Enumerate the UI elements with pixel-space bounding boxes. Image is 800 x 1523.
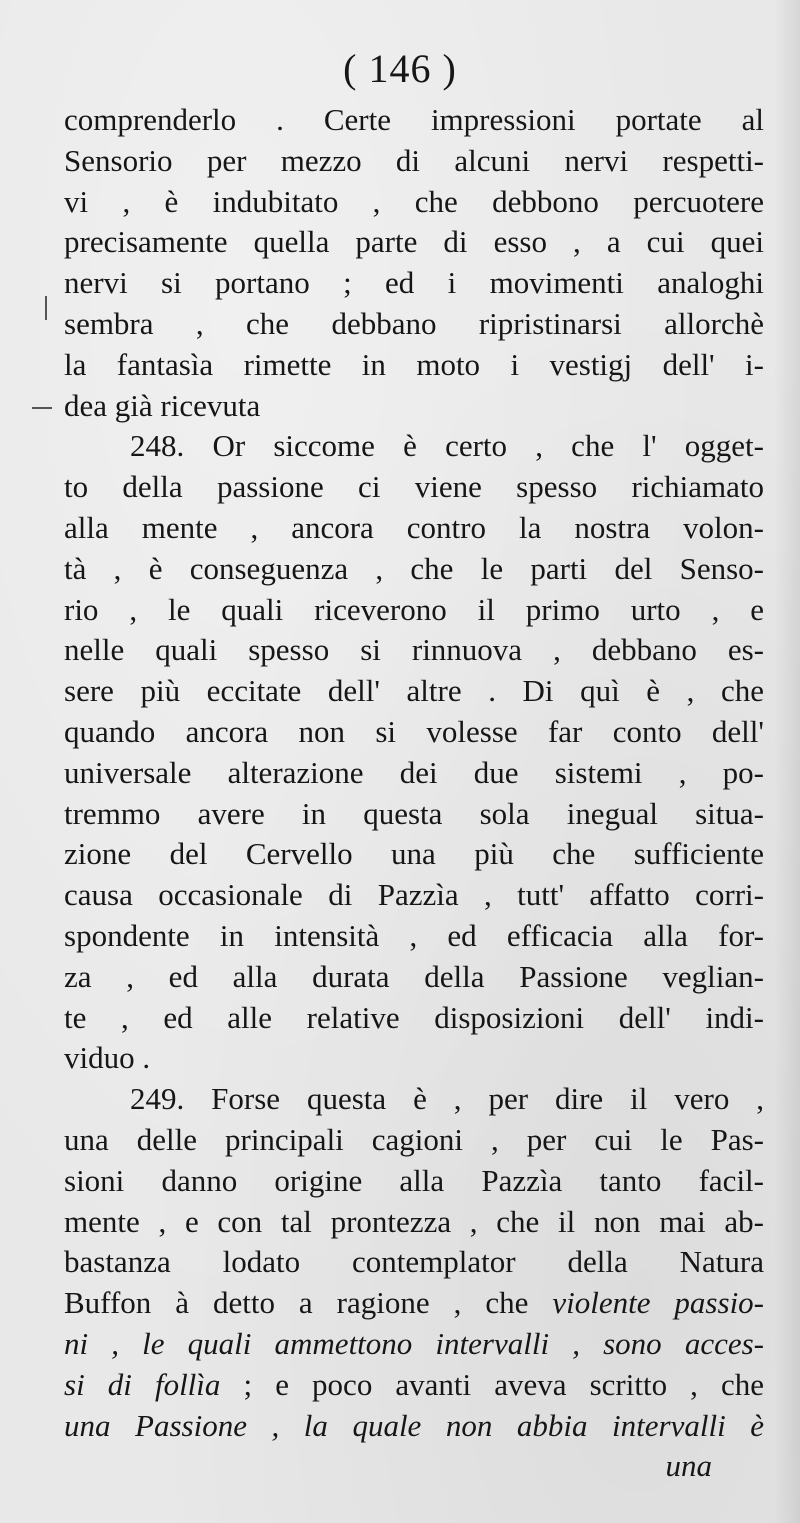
text-line — [64, 1365, 764, 1406]
text-line: tà , è conseguenza , che le parti del Senso- — [64, 550, 764, 586]
text-line: nelle quali spesso si rinnuova , debbano es- — [64, 632, 764, 668]
text-line — [64, 1406, 764, 1447]
text-segment: ; e poco avanti aveva scritto , che — [243, 1366, 765, 1402]
text-line: to della passione ci viene spesso richiamato — [64, 469, 764, 505]
text-line: sioni danno origine alla Pazzìa tanto facil- — [64, 1162, 764, 1198]
italic-quote: una Passione , la quale non abbia intervalli è — [64, 1407, 764, 1443]
body-text — [64, 100, 764, 1487]
text-line: comprenderlo . Certe impressioni portate al — [64, 102, 764, 137]
text-line: rio , le quali riceverono il primo urto , e — [64, 591, 764, 627]
text-line: nervi si portano ; ed i movimenti analoghi — [64, 265, 764, 301]
page-edge-shadow — [774, 0, 800, 1523]
italic-quote: violente passio- — [552, 1285, 765, 1321]
paragraph-249-start: 249. Forse questa è , per dire il vero , — [130, 1081, 764, 1117]
text-line: Sensorio per mezzo di alcuni nervi respetti- — [64, 142, 764, 178]
text-line — [64, 1324, 764, 1365]
text-line: dea già ricevuta — [64, 387, 261, 423]
text-line: una delle principali cagioni , per cui le Pas- — [64, 1121, 764, 1157]
text-line: tremmo avere in questa sola inegual situa- — [64, 795, 764, 831]
text-line: mente , e con tal prontezza , che il non mai ab- — [64, 1203, 764, 1239]
text-line: zione del Cervello una più che sufficiente — [64, 836, 764, 872]
text-line: alla mente , ancora contro la nostra volon- — [64, 509, 764, 545]
text-line: sembra , che debbano ripristinarsi allorchè — [64, 305, 764, 341]
italic-quote: ni , le quali ammettono intervalli , sono acces- — [64, 1325, 764, 1361]
text-line: viduo . — [64, 1040, 151, 1076]
text-line: sere più eccitate dell' altre . Di quì è , che — [64, 673, 764, 709]
text-line: vi , è indubitato , che debbono percuotere — [64, 183, 764, 219]
margin-mark — [45, 296, 47, 320]
text-line: za , ed alla durata della Passione veglian- — [64, 958, 764, 994]
text-line: quando ancora non si volesse far conto dell' — [64, 713, 764, 749]
page-number: ( 146 ) — [343, 46, 457, 91]
italic-quote: si di follìa — [64, 1366, 221, 1402]
text-segment: Buffon à detto a ragione , che — [64, 1285, 529, 1321]
text-line: bastanza lodato contemplator della Natura — [64, 1244, 764, 1280]
catchword: una — [665, 1448, 712, 1484]
text-line: universale alterazione dei due sistemi , po- — [64, 754, 764, 790]
paragraph-248-start: 248. Or siccome è certo , che l' ogget- — [130, 428, 764, 464]
text-line: precisamente quella parte di esso , a cui quei — [64, 224, 764, 260]
text-line: spondente in intensità , ed efficacia alla for- — [64, 917, 764, 953]
margin-mark — [32, 407, 52, 409]
text-line: la fantasìa rimette in moto i vestigj dell' i- — [64, 346, 764, 382]
text-line — [64, 1283, 764, 1324]
text-line: causa occasionale di Pazzìa , tutt' affatto corri- — [64, 877, 764, 913]
text-line: te , ed alle relative disposizioni dell' indi- — [64, 999, 764, 1035]
